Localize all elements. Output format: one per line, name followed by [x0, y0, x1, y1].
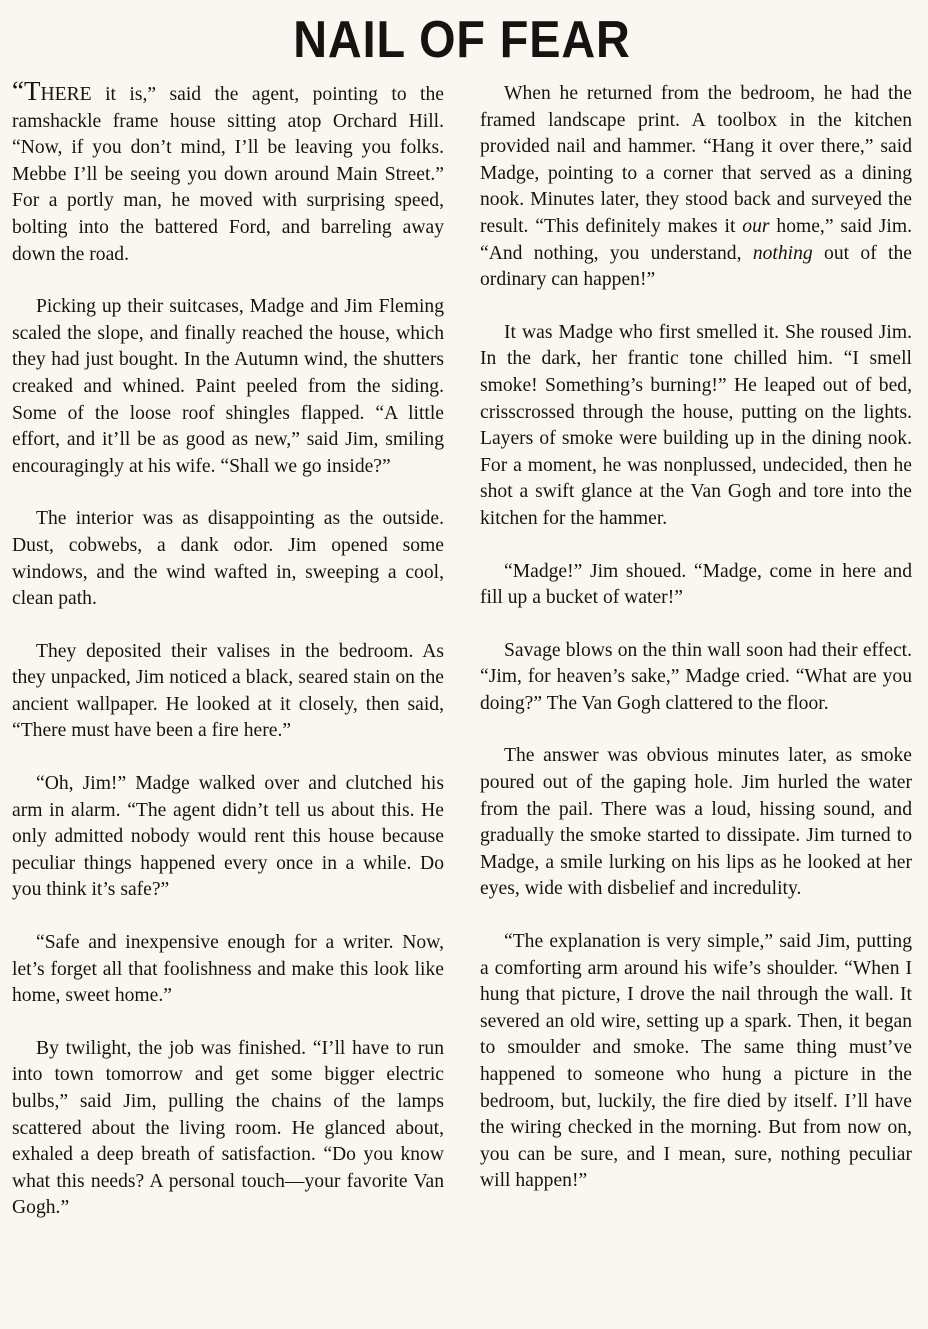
right-column [480, 81, 912, 1248]
paragraph-10: “Madge!” Jim shoued. “Madge, come in here and fill up a bucket of water!” [480, 560, 912, 609]
paragraph-4: They deposited their valises in the bedroom. As they unpacked, Jim noticed a black, seared stain on the ancient wallpaper. He looked at it closely, then said, “There must have been a fire here.” [12, 640, 444, 742]
paragraph-5: “Oh, Jim!” Madge walked over and clutched his arm in alarm. “The agent didn’t tell us about this. He only admitted nobody would rent this house because peculiar things happened every once in a while. Do you think it’s safe?” [12, 773, 444, 901]
paragraph-8-part-3: home,” said Jim. “And nothing, you understand, [480, 215, 913, 264]
paragraph-3: The interior was as disappointing as the outside. Dust, cobwebs, a dank odor. Jim opened some windows, and the wind wafted in, sweeping a cool, clean path. [12, 508, 444, 610]
story-title: NAIL OF FEAR [293, 11, 631, 69]
drop-cap: “T [12, 76, 41, 106]
paragraph-1 [12, 76, 444, 268]
story-columns [12, 78, 912, 1248]
emphasis-our: our [742, 215, 770, 237]
emphasis-nothing: nothing [752, 242, 813, 264]
paragraph-8 [480, 81, 912, 294]
paragraph-12: The answer was obvious minutes later, as smoke poured out of the gaping hole. Jim hurled the water from the pail. There was a loud, hissing sound, and gradually the smoke started to dissipate. Jim turned to Madge, a smile lurking on his lips as he looked at her eyes, wide with disbelief and incredulity. [480, 745, 912, 900]
paragraph-6: “Safe and inexpensive enough for a writer. Now, let’s forget all that foolishness and make this look like home, sweet home.” [12, 932, 444, 1007]
paragraph-13: “The explanation is very simple,” said Jim, putting a comforting arm around his wife’s shoulder. “When I hung that picture, I drove the nail through the wall. It severed an old wire, setting up a spark. Then, it began to smoulder and smoke. The same thing must’ve happened to someone who hung a picture in the bedroom, but, luckily, the fire died by itself. I’ll have the wiring checked in the morning. But from now on, you can be sure, and I mean, sure, nothing peculiar will happen!” [480, 931, 912, 1192]
paragraph-7: By twilight, the job was finished. “I’ll have to run into town tomorrow and get some bigger electric bulbs,” said Jim, pulling the chains of the lamps scattered about the living room. He glanced about, exhaled a deep breath of satisfaction. “Do you know what this needs? A personal touch—your favorite Van Gogh.” [12, 1037, 444, 1219]
paragraph-11: Savage blows on the thin wall soon had their effect. “Jim, for heaven’s sake,” Madge cried. “What are you doing?” The Van Gogh clattered to the floor. [480, 639, 912, 714]
paragraph-9: It was Madge who first smelled it. She roused Jim. In the dark, her frantic tone chilled him. “I smell smoke! Something’s burning!” He leaped out of bed, crisscrossed through the house, putting on the lights. Layers of smoke were building up in the dining nook. For a moment, he was nonplussed, undecided, then he shot a swift glance at the Van Gogh and tore into the kitchen for the hammer. [480, 321, 912, 529]
paragraph-8-part-1: When he returned from the bedroom, he had the framed landscape print. A toolbox in the kitchen provided nail and hammer. “Hang it over there,” said Madge, pointing to a corner that served as a dining nook. Minutes later, they stood back and surveyed the result. “This definitely makes it [480, 83, 912, 237]
paragraph-8-part-5: out of the ordinary can happen!” [480, 242, 912, 291]
left-column [12, 76, 444, 1248]
paragraph-1-text: HERE it is,” said the agent, pointing to the ramshackle frame house sitting atop Orchard Hill. “Now, if you don’t mind, I’ll be leaving you folks. Mebbe I’ll be seeing you down around Main Street.” For a portly man, he moved with surprising speed, bolting into the battered Ford, and barreling away down the road. [12, 84, 444, 265]
paragraph-2: Picking up their suitcases, Madge and Jim Fleming scaled the slope, and finally reached the house, which they had just bought. In the Autumn wind, the shutters creaked and whined. Paint peeled from the siding. Some of the loose roof shingles flapped. “A little effort, and it’ll be as good as new,” said Jim, smiling encouragingly at his wife. “Shall we go inside?” [12, 296, 444, 477]
